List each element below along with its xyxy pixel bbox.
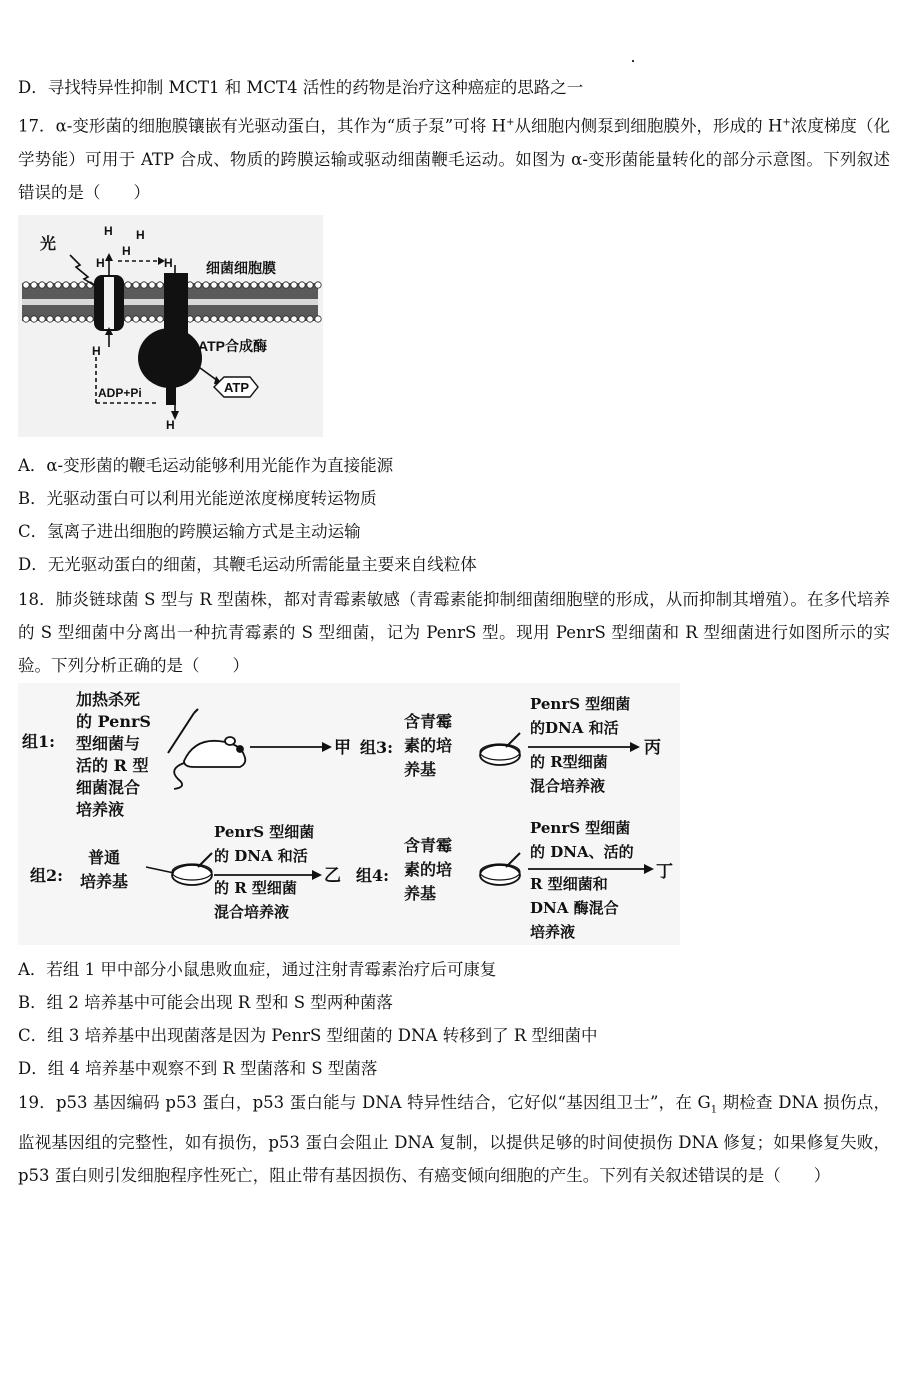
q17-stem: 17．α-变形菌的细胞膜镶嵌有光驱动蛋白，其作为“质子泵”可将 H+从细胞内侧泵到细胞膜外，形成的 H+浓度梯度（化学势能）可用于 ATP 合成、物质的跨膜运输或驱动细菌鞭毛运动。如图为 α-变形菌能量转化的部分示意图。下列叙述错误的是（ ） xyxy=(18,116,891,202)
q18-stem: 18．肺炎链球菌 S 型与 R 型菌株，都对青霉素敏感（青霉素能抑制细菌细胞壁的形成，从而抑制其增殖）。在多代培养的 S 型细菌中分离出一种抗青霉素的 S 型细菌，记为 PenrS 型。现用 PenrS 型细菌和 R 型细菌进行如图所示的实验。下列分析正确的是（ ） xyxy=(18,590,890,675)
group1-text: 培养液 xyxy=(76,800,125,819)
group4-top-text: PenrS 型细菌 xyxy=(530,819,631,837)
group2-label: 组2: xyxy=(30,866,64,885)
q17-option-d: D．无光驱动蛋白的细菌，其鞭毛运动所需能量主要来自线粒体 xyxy=(18,555,477,574)
group2-medium: 培养基 xyxy=(80,872,129,891)
h-label: H xyxy=(96,256,105,270)
group2-top-text: 的 DNA 和活 xyxy=(214,847,308,865)
group4-label: 组4: xyxy=(356,866,390,885)
group4-bottom-text: R 型细菌和 xyxy=(530,875,608,893)
group4-medium: 养基 xyxy=(404,884,437,903)
group2-top-text: PenrS 型细菌 xyxy=(214,823,315,841)
group1-text: 加热杀死 xyxy=(76,690,141,709)
h-label: H xyxy=(122,244,131,258)
group3-bottom-text: 的 R型细菌 xyxy=(530,753,608,771)
light-label: 光 xyxy=(40,236,57,253)
group3-top-text: PenrS 型细菌 xyxy=(530,695,631,713)
result-yi: 乙 xyxy=(324,866,341,886)
group2-bottom-text: 的 R 型细菌 xyxy=(214,879,297,897)
group2-bottom-text: 混合培养液 xyxy=(214,903,290,921)
group1-text: 活的 R 型 xyxy=(76,756,149,775)
q17-option-a: A．α-变形菌的鞭毛运动能够利用光能作为直接能源 xyxy=(18,456,394,475)
group1-text: 型细菌与 xyxy=(76,734,141,753)
group3-medium: 含青霉 xyxy=(404,712,453,731)
group3-medium: 养基 xyxy=(404,760,437,779)
group2-medium: 普通 xyxy=(88,848,121,867)
h-label: H xyxy=(136,228,145,242)
adp-pi-label: ADP+Pi xyxy=(98,386,142,400)
scan-speck xyxy=(632,60,634,62)
q18-option-c: C．组 3 培养基中出现菌落是因为 PenrS 型细菌的 DNA 转移到了 R 型细菌中 xyxy=(18,1026,598,1045)
light-driven-protein xyxy=(94,275,124,331)
membrane-energy-figure xyxy=(18,215,323,437)
group4-medium: 含青霉 xyxy=(404,836,453,855)
h-label: H xyxy=(92,344,101,358)
h-label: H xyxy=(104,224,113,238)
group4-bottom-text: 培养液 xyxy=(530,923,576,941)
group3-top-text: 的DNA 和活 xyxy=(530,719,619,737)
h-label: H xyxy=(166,418,175,432)
q18-option-d: D．组 4 培养基中观察不到 R 型菌落和 S 型菌落 xyxy=(18,1059,378,1078)
group4-medium: 素的培 xyxy=(404,860,453,879)
membrane-label: 细菌细胞膜 xyxy=(206,260,276,276)
atp-label: ATP xyxy=(224,380,250,395)
q18-option-b: B．组 2 培养基中可能会出现 R 型和 S 型两种菌落 xyxy=(18,993,393,1012)
q17-option-b: B．光驱动蛋白可以利用光能逆浓度梯度转运物质 xyxy=(18,489,377,508)
group1-text: 细菌混合 xyxy=(76,778,141,797)
result-jia: 甲 xyxy=(334,738,351,758)
q18-option-a: A．若组 1 甲中部分小鼠患败血症，通过注射青霉素治疗后可康复 xyxy=(18,960,497,979)
group4-bottom-text: DNA 酶混合 xyxy=(530,899,619,917)
group1-label: 组1: xyxy=(22,732,56,751)
group4-top-text: 的 DNA、活的 xyxy=(530,843,634,861)
atp-synthase-label: ATP合成酶 xyxy=(198,338,267,354)
q17-option-c: C．氢离子进出细胞的跨膜运输方式是主动运输 xyxy=(18,522,361,541)
q16-option-d: D．寻找特异性抑制 MCT1 和 MCT4 活性的药物是治疗这种癌症的思路之一 xyxy=(18,78,584,97)
h-label: H xyxy=(164,256,173,270)
result-ding: 丁 xyxy=(656,862,673,882)
group3-bottom-text: 混合培养液 xyxy=(530,777,606,795)
transformation-experiment-figure xyxy=(18,683,680,945)
group1-text: 的 PenrS xyxy=(76,712,151,731)
group3-medium: 素的培 xyxy=(404,736,453,755)
group3-label: 组3: xyxy=(360,738,394,757)
q19-stem: 19．p53 基因编码 p53 蛋白，p53 蛋白能与 DNA 特异性结合，它好似“基因组卫士”，在 $G_1$ 期检查 DNA 损伤点，监视基因组的完整性，如有损伤，p53 蛋白会阻止 DNA 复制，以提供足够的时间使损伤 DNA 修复；如果修复失败，p53 蛋白则引发细胞程序性死亡，阻止带有基因损伤、有癌变倾向细胞的产生。下列有关叙述错误的是（ ） xyxy=(18,1093,890,1186)
result-bing: 丙 xyxy=(644,738,661,758)
